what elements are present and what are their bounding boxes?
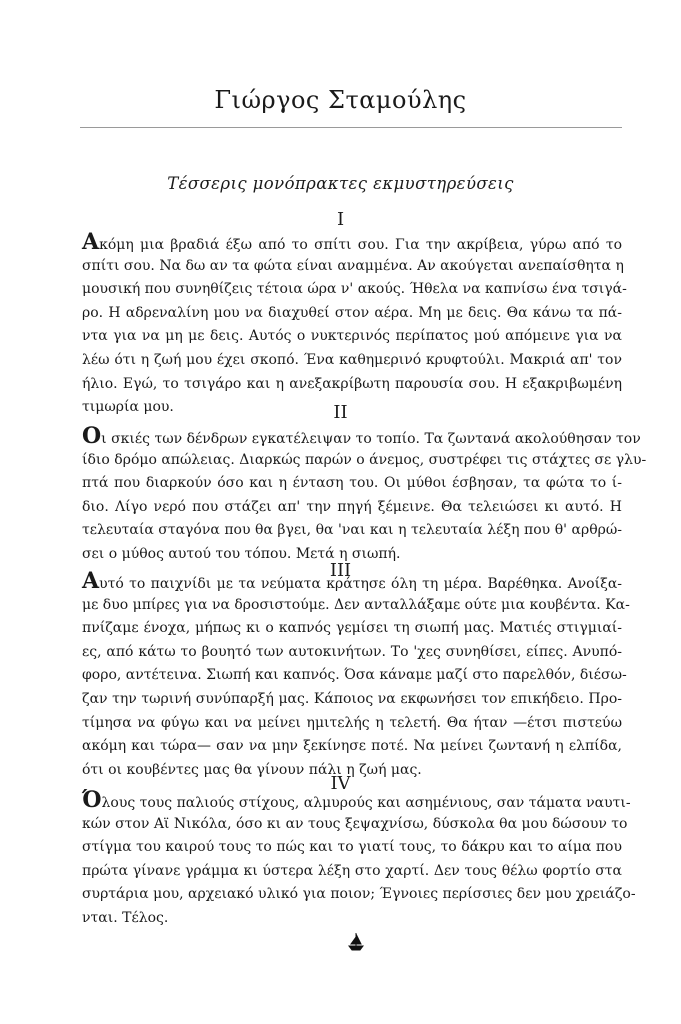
- paragraph-line: ότι οι κουβέντες μας θα γίνουν πάλι η ζωή μας.: [82, 761, 422, 778]
- paragraph-line: ήλιο. Εγώ, το τσιγάρο και η ανεξακρίβωτη παρουσία σου. Η εξακριβωμένη: [82, 375, 622, 392]
- paragraph-line: στίγμα του καιρού τους το πώς και το γιατί τους, το δάκρυ και το αίμα που: [82, 839, 622, 856]
- paragraph-line: κών στον Αϊ Νικόλα, όσο κι αν τους ξεψαχνίσω, δύσκολα θα μου δώσουν το: [82, 815, 628, 832]
- paragraph-line: [82, 787, 631, 813]
- drop-cap: Ο: [82, 423, 102, 449]
- paragraph-line: διο. Λίγο νερό που στάζει απ' την πηγή ξέμεινε. Θα τελειώσει κι αυτό. Η: [82, 498, 622, 515]
- line-text: υτό το παιχνίδι με τα νεύματα κράτησε όλη τη μέρα. Βαρέθηκα. Ανοίξα-: [99, 576, 622, 592]
- section-body: [82, 787, 636, 931]
- work-title: Τέσσερις μονόπρακτες εκμυστηρεύσεις: [167, 174, 514, 193]
- header-rule: [80, 127, 622, 128]
- paragraph-line: νται. Τέλος.: [82, 909, 169, 926]
- section-body: [82, 568, 630, 782]
- drop-cap: Α: [82, 229, 100, 255]
- paragraph-line: ίδιο δρόμο απώλειας. Διαρκώς παρών ο άνεμος, συστρέφει τις στάχτες σε γλυ-: [82, 451, 647, 468]
- paragraph-line: με δυο μπίρες για να δροσιστούμε. Δεν ανταλλάξαμε ούτε μια κουβέντα. Κα-: [82, 596, 630, 613]
- paragraph-line: ρο. Η αδρεναλίνη μου να διαχυθεί στον αέρα. Μη με δεις. Θα κάνω τα πά-: [82, 304, 622, 321]
- line-text: λους τους παλιούς στίχους, αλμυρούς και ασημένιους, σαν τάματα ναυτι-: [101, 795, 631, 811]
- drop-cap: Ό: [82, 787, 102, 813]
- ship-ornament-icon: [348, 933, 364, 951]
- paragraph-line: [82, 423, 641, 449]
- paragraph-line: ακόμη και τώρα— σαν να μην ξεκίνησε ποτέ. Να μείνει ζωντανή η ελπίδα,: [82, 738, 622, 755]
- section-body: [82, 229, 627, 420]
- section-numeral: II: [333, 402, 348, 423]
- section-numeral: I: [336, 209, 345, 230]
- paragraph-line: σει ο μύθος αυτού του τόπου. Μετά η σιωπή.: [82, 545, 401, 562]
- paragraph-line: ντα για να μη με δεις. Αυτός ο νυκτερινός περίπατος μού απόμεινε για να: [82, 328, 622, 345]
- paragraph-line: ες, από κάτω το βουητό των αυτοκινήτων. Το 'χες συνηθίσει, είπες. Ανυπό-: [82, 643, 622, 660]
- paragraph-line: ζαν την τωρινή συνύπαρξή μας. Κάποιος να εκφωνήσει τον επικήδειο. Προ-: [82, 690, 622, 707]
- paragraph-line: τελευταία σταγόνα που θα βγει, θα 'ναι και η τελευταία λέξη που θ' αρθρώ-: [82, 522, 622, 539]
- paragraph-line: φορο, αντέτεινα. Σιωπή και καπνός. Όσα κάναμε μαζί στο παρελθόν, διέσω-: [82, 667, 627, 684]
- paragraph-line: σπίτι σου. Να δω αν τα φώτα είναι αναμμένα. Αν ακούγεται ανεπαίσθητα η: [82, 257, 624, 274]
- paragraph-line: [82, 570, 622, 594]
- paragraph-line: λέω ότι η ζωή μου έχει σκοπό. Ένα καθημερινό κρυφτούλι. Μακριά απ' τον: [82, 351, 622, 368]
- paragraph-line: τίμησα να φύγω και να μείνει ημιτελής η τελετή. Θα ήταν —έτσι πιστεύω: [82, 714, 622, 731]
- paragraph-line: συρτάρια μου, αρχειακό υλικό για ποιον; Έγνοιες περίσσιες δεν μου χρειάζο-: [82, 886, 636, 903]
- line-text: κόμη μια βραδιά έξω από το σπίτι σου. Για την ακρίβεια, γύρω από το: [99, 237, 622, 253]
- section-numeral: IV: [330, 773, 351, 794]
- author-heading: Γιώργος Σταμούλης: [214, 86, 467, 114]
- paragraph-line: μουσική που συνηθίζεις τέτοια ώρα ν' ακούς. Ήθελα να καπνίσω ένα τσιγά-: [82, 281, 627, 298]
- paragraph-line: πνίζαμε ένοχα, μήπως κι ο καπνός γεμίσει τη σιωπή μας. Ματιές στιγμιαί-: [82, 620, 622, 637]
- paragraph-line: πρώτα γίνανε γράμμα κι ύστερα λέξη στο χαρτί. Δεν τους θέλω φορτίο στα: [82, 862, 622, 879]
- line-text: ι σκιές των δένδρων εγκατέλειψαν το τοπίο. Τα ζωντανά ακολούθησαν τον: [101, 431, 641, 447]
- section-numeral: III: [329, 560, 352, 581]
- paragraph-line: τιμωρία μου.: [82, 399, 174, 416]
- paragraph-line: [82, 231, 622, 255]
- section-body: [82, 423, 647, 567]
- paragraph-line: πτά που διαρκούν όσο και η ένταση του. Οι μύθοι έσβησαν, τα φώτα το ί-: [82, 475, 622, 492]
- drop-cap: Α: [82, 568, 100, 594]
